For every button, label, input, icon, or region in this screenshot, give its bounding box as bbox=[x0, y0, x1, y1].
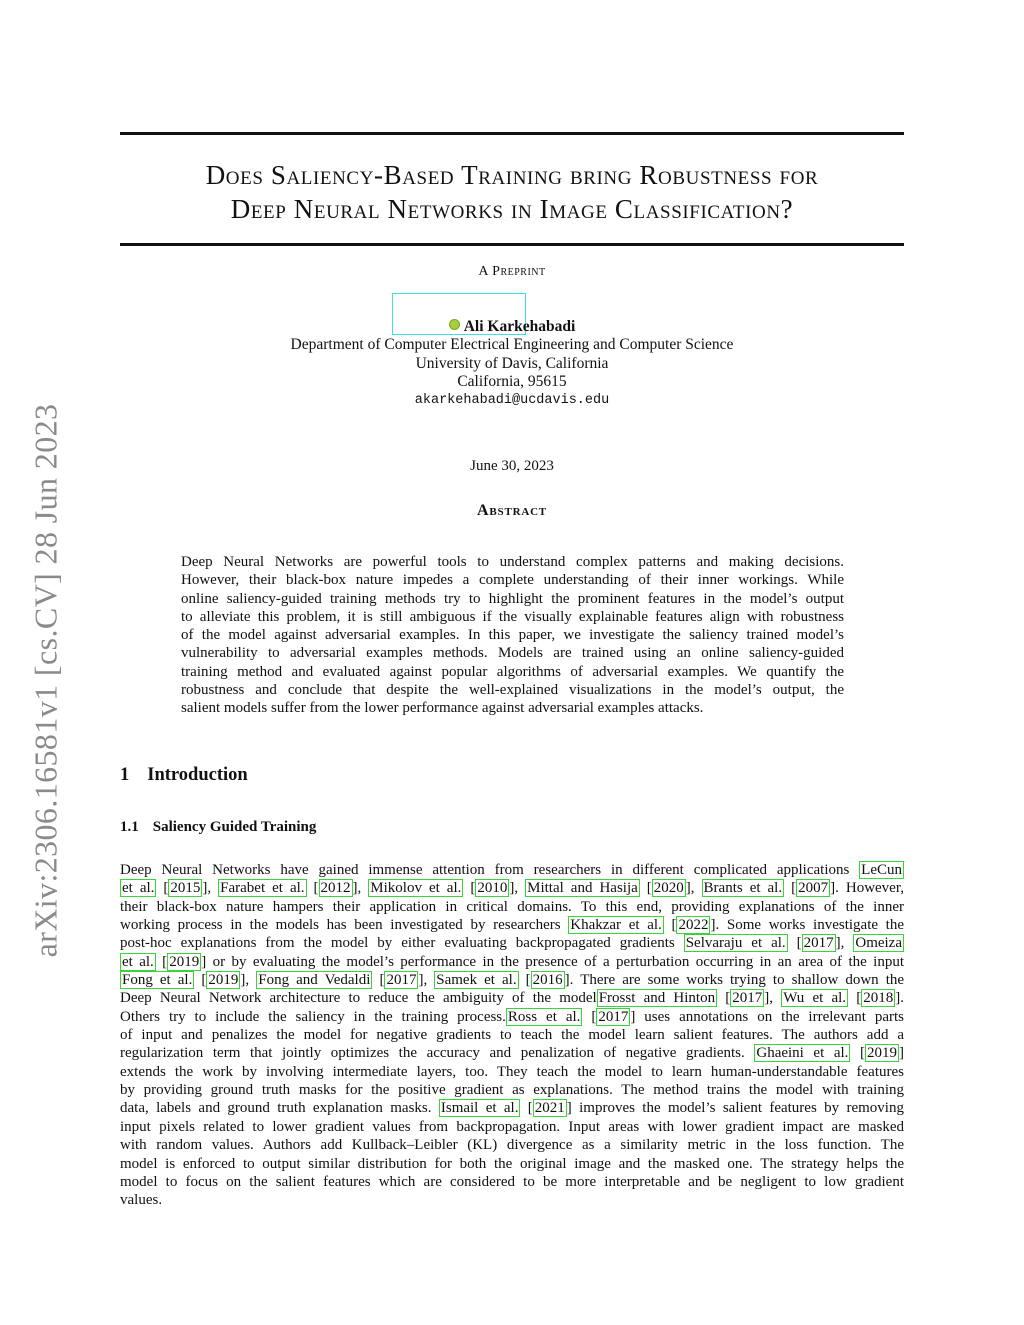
arxiv-stamp bbox=[10, 390, 82, 970]
body-line bbox=[120, 1118, 904, 1136]
paper-date: June 30, 2023 bbox=[470, 458, 554, 474]
body-line bbox=[120, 1008, 904, 1026]
body-text-segment: [ bbox=[372, 972, 385, 989]
author-department: Department of Computer Electrical Engineering and Computer Science bbox=[290, 336, 734, 354]
subsection-number: 1.1 bbox=[120, 819, 139, 835]
body-text-segment: [ bbox=[850, 1045, 865, 1062]
abstract-line: vulnerability to adversarial examples methods. Models are trained using an online saliency-guided bbox=[181, 645, 844, 662]
author-email[interactable]: akarkehabadi@ucdavis.edu bbox=[414, 392, 610, 408]
body-text-segment: ]. bbox=[895, 990, 904, 1007]
body-text-segment: Others try to include the saliency in the training process. bbox=[120, 1008, 506, 1025]
citation-link[interactable]: Ismail et al. bbox=[440, 1100, 519, 1117]
subsection-title: Saliency Guided Training bbox=[152, 819, 317, 835]
abstract-heading: Abstract bbox=[477, 502, 547, 519]
body-line bbox=[120, 879, 904, 897]
subsection-heading bbox=[120, 819, 316, 836]
body-text-segment: model to focus on the salient features which are considered to be more interpretable and be negligent to low gradient bbox=[120, 1173, 904, 1190]
title-rule-top bbox=[120, 132, 904, 135]
body-line bbox=[120, 898, 904, 916]
citation-link[interactable]: 2018 bbox=[863, 990, 894, 1007]
body-line bbox=[120, 1155, 904, 1173]
citation-link[interactable]: Omeiza bbox=[855, 935, 902, 952]
title-rule-bottom bbox=[120, 243, 904, 246]
body-line bbox=[120, 1044, 904, 1062]
body-line bbox=[120, 1136, 904, 1154]
body-text-segment: ], bbox=[418, 972, 435, 989]
citation-link[interactable]: Ghaeini et al. bbox=[756, 1045, 849, 1062]
citation-link[interactable]: 2019 bbox=[867, 1045, 897, 1062]
abstract-body bbox=[181, 553, 844, 718]
citation-link[interactable]: 2016 bbox=[532, 972, 563, 989]
citation-link[interactable]: 2007 bbox=[798, 880, 829, 897]
citation-link[interactable]: Farabet et al. bbox=[220, 880, 305, 897]
body-text-segment: working process in the models has been investigated by researchers bbox=[120, 917, 569, 934]
body-text-segment: Deep Neural Network architecture to reduce the ambiguity of the model bbox=[120, 990, 597, 1007]
body-text-segment: ]. Some works investigate the bbox=[710, 917, 905, 934]
body-text-segment: ] or by evaluating the model’s performance in the presence of a perturbation occurring in an area of the input bbox=[201, 953, 904, 970]
body-line bbox=[120, 1099, 904, 1117]
citation-link[interactable]: 2015 bbox=[170, 880, 201, 897]
citation-link[interactable]: 2017 bbox=[803, 935, 834, 952]
abstract-line: salient models suffer from the lower performance against adversarial examples attacks. bbox=[181, 700, 704, 717]
section-title: Introduction bbox=[147, 765, 248, 785]
body-line bbox=[120, 971, 904, 989]
citation-link[interactable]: Wu et al. bbox=[783, 990, 847, 1007]
citation-link[interactable]: Frosst and Hinton bbox=[598, 990, 716, 1007]
body-text-segment: [ bbox=[155, 953, 168, 970]
citation-link[interactable]: Mittal and Hasija bbox=[527, 880, 638, 897]
body-text-segment: by providing ground truth masks for the positive gradient as explanations. The method trains the model with training bbox=[120, 1082, 904, 1099]
preprint-label: A Preprint bbox=[478, 264, 546, 279]
body-text-segment: ], bbox=[352, 880, 369, 897]
body-text-segment: [ bbox=[784, 880, 797, 897]
citation-link[interactable]: 2022 bbox=[678, 917, 709, 934]
body-text-segment: [ bbox=[639, 880, 652, 897]
body-line bbox=[120, 1191, 904, 1209]
citation-link[interactable]: Mikolov et al. bbox=[370, 880, 462, 897]
body-text-segment: with random values. Authors add Kullback–Leibler (KL) divergence as a similarity metric in the loss function. The bbox=[120, 1137, 904, 1154]
body-text-segment: [ bbox=[520, 1100, 533, 1117]
paper-title bbox=[120, 158, 904, 226]
body-line bbox=[120, 934, 904, 952]
body-text-segment: data, labels and ground truth explanation masks. bbox=[120, 1100, 439, 1117]
citation-link[interactable]: 2017 bbox=[386, 972, 417, 989]
citation-link[interactable]: Samek et al. bbox=[436, 972, 517, 989]
body-line bbox=[120, 953, 904, 971]
body-text-segment: [ bbox=[194, 972, 207, 989]
citation-link[interactable]: 2019 bbox=[208, 972, 239, 989]
body-text-segment: [ bbox=[518, 972, 531, 989]
citation-link[interactable]: LeCun bbox=[861, 862, 902, 878]
body-text-segment: ] uses annotations on the irrelevant parts bbox=[630, 1008, 905, 1025]
body-line bbox=[120, 989, 904, 1007]
body-line bbox=[120, 916, 904, 934]
orcid-icon[interactable] bbox=[449, 319, 460, 330]
body-text-segment: [ bbox=[156, 880, 169, 897]
abstract-line: However, their black-box nature impedes a complete understanding of their inner workings. While bbox=[181, 572, 844, 589]
body-text-segment: ]. However, bbox=[830, 880, 904, 897]
body-text-segment: ] improves the model’s salient features by removing bbox=[566, 1100, 904, 1117]
citation-link[interactable]: 2012 bbox=[320, 880, 351, 897]
body-text-segment: [ bbox=[306, 880, 319, 897]
body-text-segment: input pixels related to lower gradient values from backpropagation. Input areas with lower gradient impact are masked bbox=[120, 1118, 904, 1135]
body-text-segment: [ bbox=[663, 917, 677, 934]
abstract-line: of the model against adversarial examples. In this paper, we investigate the saliency trained model’s bbox=[181, 627, 844, 644]
body-line bbox=[120, 1173, 904, 1191]
citation-link[interactable]: Fong and Vedaldi bbox=[258, 972, 371, 989]
citation-link[interactable]: 2017 bbox=[732, 990, 763, 1007]
body-text-segment: regularization term that jointly optimizes the accuracy and penalization of negative gradients. bbox=[120, 1045, 755, 1062]
body-text-segment: of input and penalizes the model for negative gradients to teach the model learn salient features. The authors add a bbox=[120, 1027, 904, 1044]
citation-link[interactable]: Selvaraju et al. bbox=[685, 935, 786, 952]
citation-link[interactable]: 2010 bbox=[477, 880, 508, 897]
author-block bbox=[120, 318, 904, 410]
author-location: California, 95615 bbox=[457, 373, 567, 391]
title-line-1: Does Saliency-Based Training bring Robustness for bbox=[205, 160, 819, 190]
body-text-segment: ], bbox=[240, 972, 257, 989]
body-text-segment: ], bbox=[835, 935, 854, 952]
body-text-segment: [ bbox=[463, 880, 476, 897]
author-university: University of Davis, California bbox=[415, 354, 609, 372]
citation-link[interactable]: et al. bbox=[122, 953, 154, 970]
abstract-line: online saliency-guided training methods try to highlight the prominent features in the model’s output bbox=[181, 590, 844, 607]
citation-link[interactable]: 2017 bbox=[598, 1008, 629, 1025]
abstract-line: to alleviate this problem, it is still ambiguous if the visually explainable features align with robustness bbox=[181, 608, 844, 625]
arxiv-stamp-text: arXiv:2306.16581v1 [cs.CV] 28 Jun 2023 bbox=[27, 403, 64, 957]
citation-link[interactable]: 2021 bbox=[534, 1100, 565, 1117]
citation-link[interactable]: Ross et al. bbox=[507, 1008, 581, 1025]
citation-link[interactable]: 2019 bbox=[169, 953, 200, 970]
body-line bbox=[120, 1026, 904, 1044]
body-line bbox=[120, 1063, 904, 1081]
body-text-segment: [ bbox=[787, 935, 802, 952]
citation-link[interactable]: Fong et al. bbox=[122, 972, 193, 989]
body-text-segment: [ bbox=[717, 990, 731, 1007]
body-text-segment: extends the work by involving intermediate layers, too. They teach the model to learn human-understandable features bbox=[120, 1063, 904, 1080]
title-line-2: Deep Neural Networks in Image Classification? bbox=[230, 194, 794, 224]
citation-link[interactable]: Brants et al. bbox=[703, 880, 783, 897]
abstract-line: training method and evaluated against popular algorithms of adversarial examples. We quantify the bbox=[181, 663, 844, 680]
body-text-segment: ], bbox=[202, 880, 219, 897]
abstract-line: Deep Neural Networks are powerful tools to understand complex patterns and making decisions. bbox=[181, 554, 844, 570]
section-heading bbox=[120, 765, 248, 786]
body-text-segment: their black-box nature hampers their application in critical domains. To this end, providing explanations of the inner bbox=[120, 898, 904, 915]
body-text-segment: ] bbox=[899, 1045, 904, 1062]
body-paragraph bbox=[120, 861, 904, 1210]
author-name[interactable]: Ali Karkehabadi bbox=[463, 318, 576, 335]
body-text-segment: [ bbox=[582, 1008, 597, 1025]
body-text-segment: [ bbox=[848, 990, 862, 1007]
body-text-segment: model is enforced to output similar distribution for both the original image and the masked one. The strategy helps the bbox=[120, 1155, 904, 1172]
body-text-segment: ], bbox=[685, 880, 702, 897]
citation-link[interactable]: Khakzar et al. bbox=[570, 917, 662, 934]
body-text-segment: values. bbox=[120, 1192, 163, 1209]
body-line bbox=[120, 1081, 904, 1099]
body-text-segment: Deep Neural Networks have gained immense attention from researchers in different complicated applications bbox=[120, 862, 860, 878]
abstract-line: robustness and conclude that despite the well-explained visualizations in the model’s output, the bbox=[181, 682, 844, 699]
body-text-segment: ], bbox=[509, 880, 526, 897]
section-number: 1 bbox=[120, 765, 130, 785]
citation-link[interactable]: 2020 bbox=[653, 880, 684, 897]
body-line bbox=[120, 861, 904, 879]
body-text-segment: ], bbox=[764, 990, 782, 1007]
body-text-segment: post-hoc explanations from the model by either evaluating backpropagated gradients bbox=[120, 935, 684, 952]
citation-link[interactable]: et al. bbox=[122, 880, 155, 897]
body-text-segment: ]. There are some works trying to shallow down the bbox=[564, 972, 905, 989]
